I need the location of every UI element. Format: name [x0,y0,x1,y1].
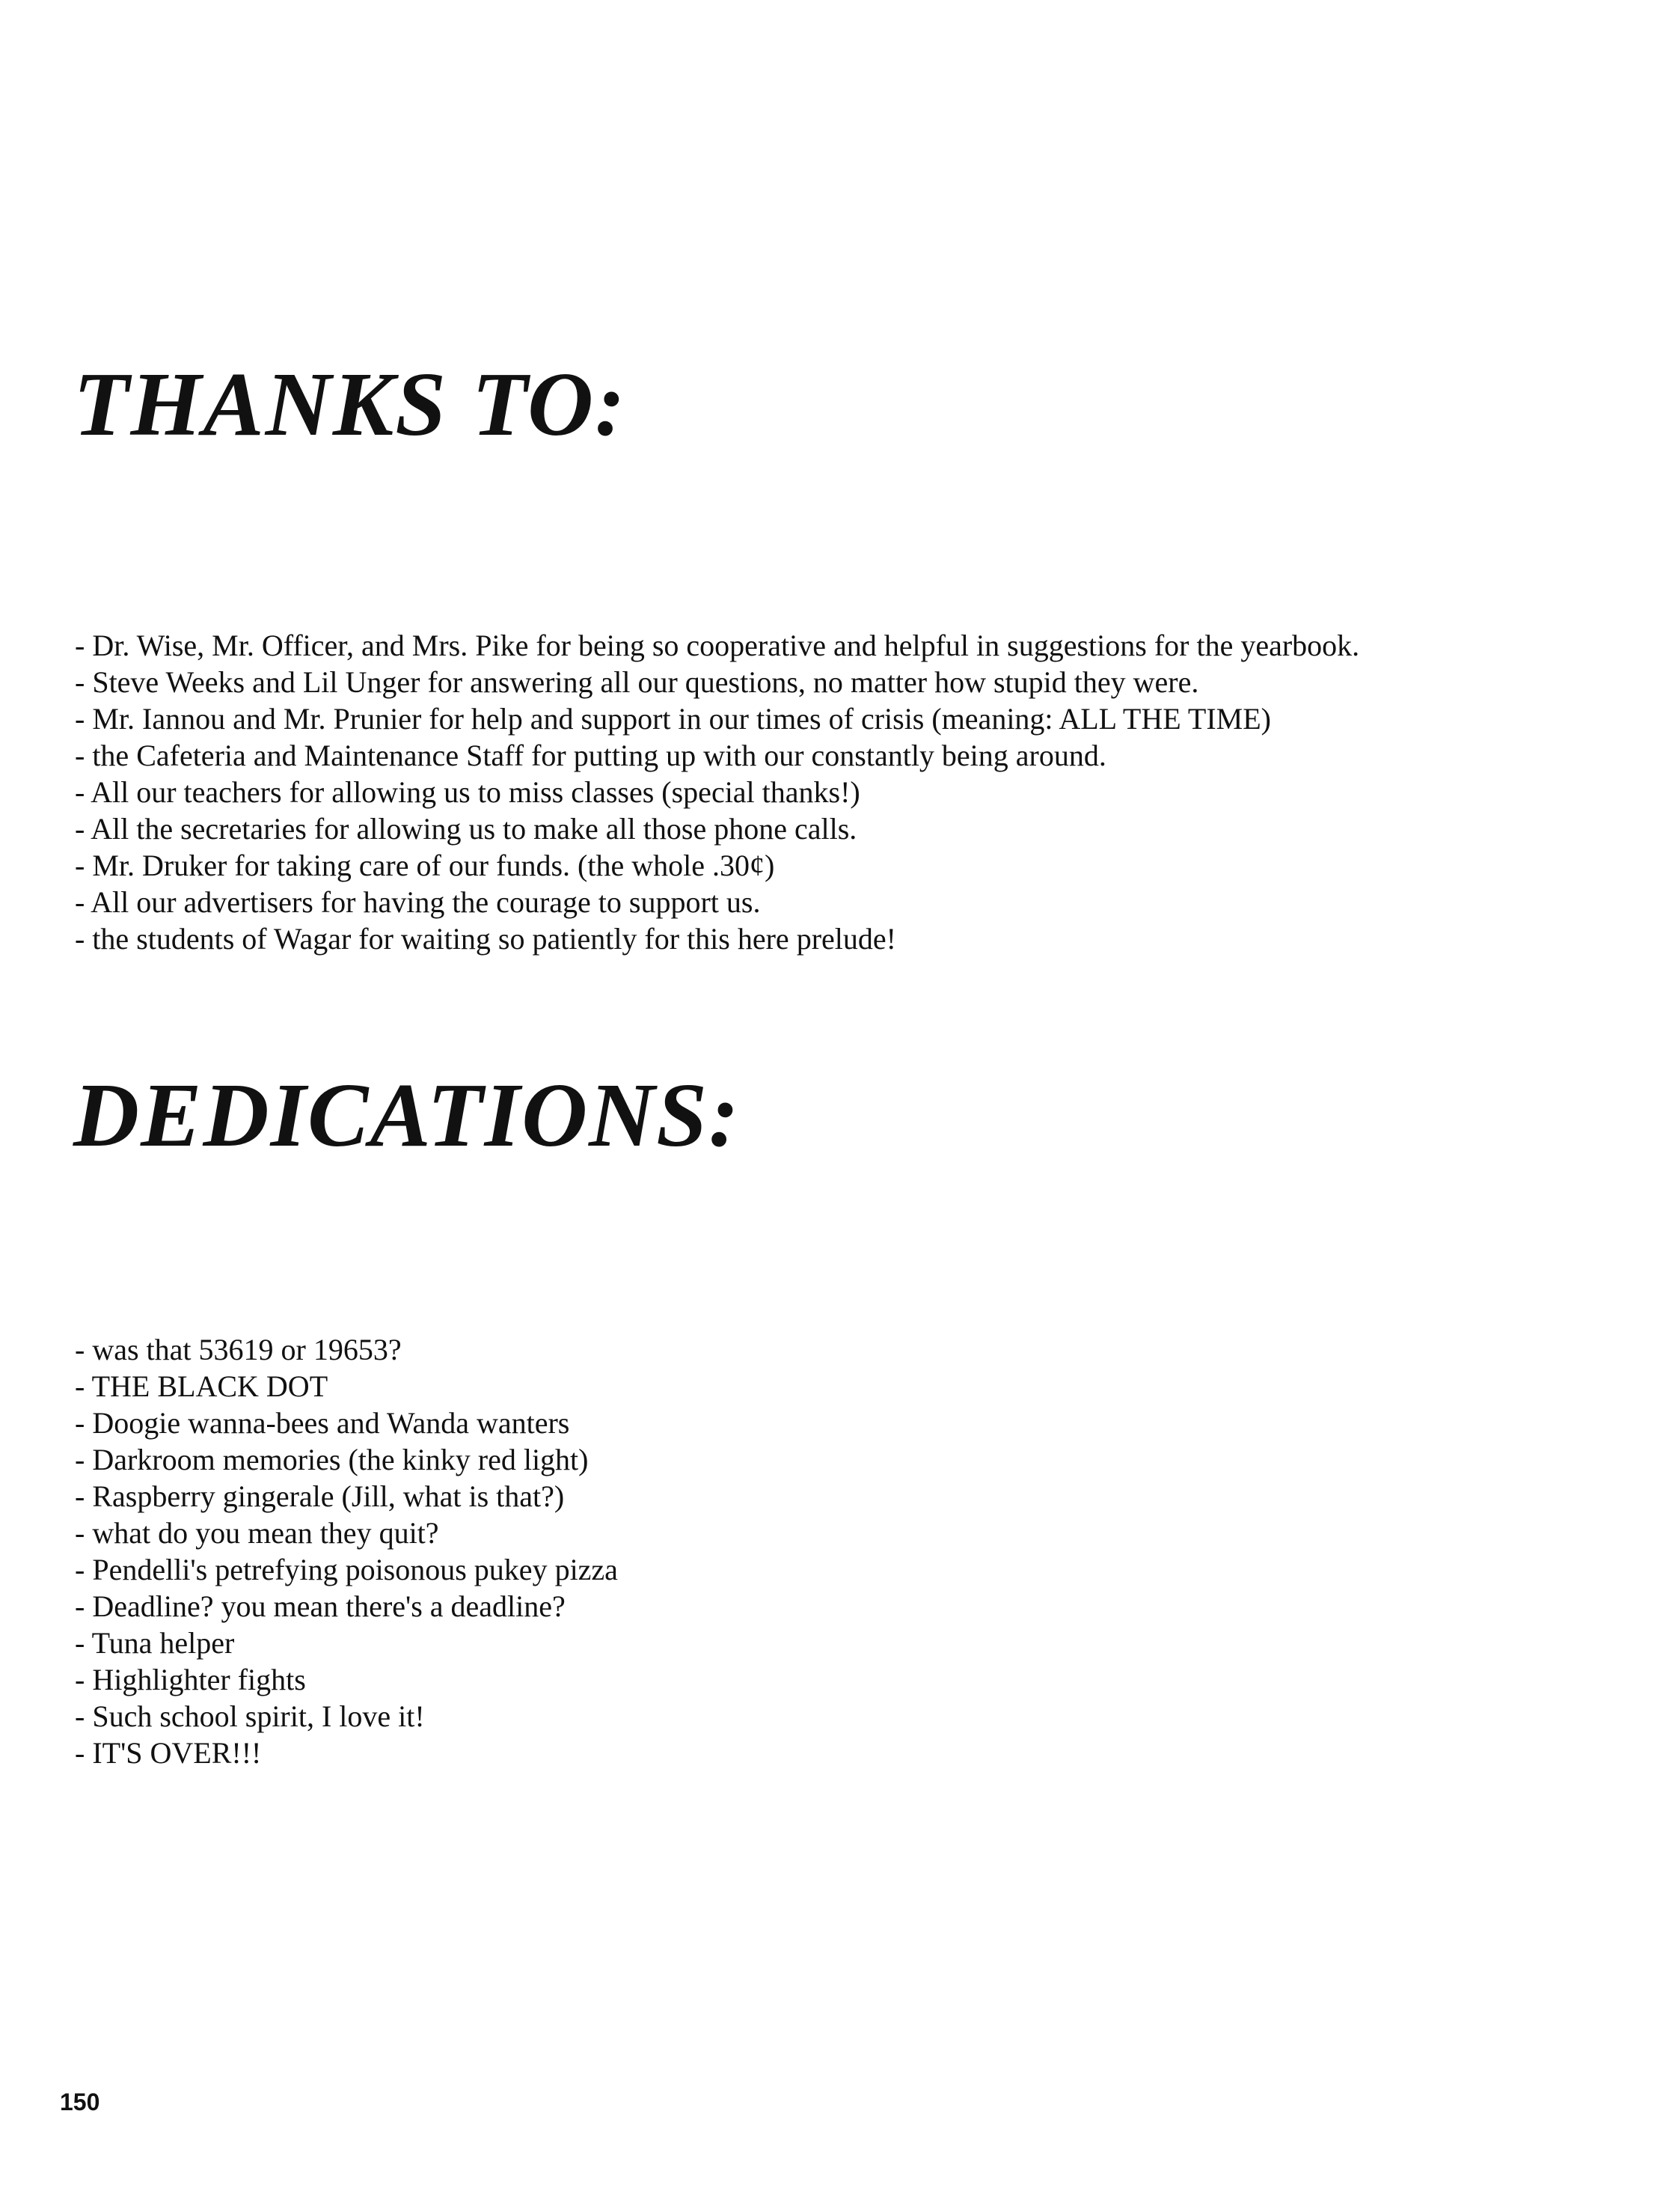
thanks-item: - Mr. Iannou and Mr. Prunier for help and support in our times of crisis (meaning: ALL THE TIME) [75,702,1271,736]
dedication-item: - Darkroom memories (the kinky red light) [75,1443,589,1476]
thanks-item: - All our advertisers for having the courage to support us. [75,885,761,919]
dedication-item: - Raspberry gingerale (Jill, what is that?) [75,1479,565,1513]
dedication-item: - Deadline? you mean there's a deadline? [75,1589,566,1623]
dedication-item: - Doogie wanna-bees and Wanda wanters [75,1406,570,1440]
thanks-item: - Dr. Wise, Mr. Officer, and Mrs. Pike for being so cooperative and helpful in suggestions for the yearbook. [75,629,1360,662]
dedication-item: - IT'S OVER!!! [75,1736,262,1770]
dedication-item: - Tuna helper [75,1626,235,1660]
dedication-item: - was that 53619 or 19653? [75,1333,402,1366]
thanks-list [75,627,1359,957]
thanks-item: - Mr. Druker for taking care of our funds. (the whole .30¢) [75,849,775,882]
dedication-item: - Pendelli's petrefying poisonous pukey pizza [75,1553,618,1586]
dedications-list [75,1331,618,1771]
thanks-item: - All our teachers for allowing us to miss classes (special thanks!) [75,775,860,809]
dedication-item: - what do you mean they quit? [75,1516,439,1550]
dedication-item: - THE BLACK DOT [75,1369,328,1403]
thanks-item: - Steve Weeks and Lil Unger for answering all our questions, no matter how stupid they were. [75,665,1199,699]
thanks-item: - All the secretaries for allowing us to make all those phone calls. [75,812,857,846]
thanks-item: - the students of Wagar for waiting so patiently for this here prelude! [75,922,896,956]
thanks-heading: THANKS TO: [73,354,627,455]
dedications-heading: DEDICATIONS: [73,1065,741,1166]
dedication-item: - Highlighter fights [75,1663,306,1696]
dedication-item: - Such school spirit, I love it! [75,1699,425,1733]
page-number: 150 [60,2089,100,2115]
thanks-item: - the Cafeteria and Maintenance Staff for putting up with our constantly being around. [75,739,1106,772]
